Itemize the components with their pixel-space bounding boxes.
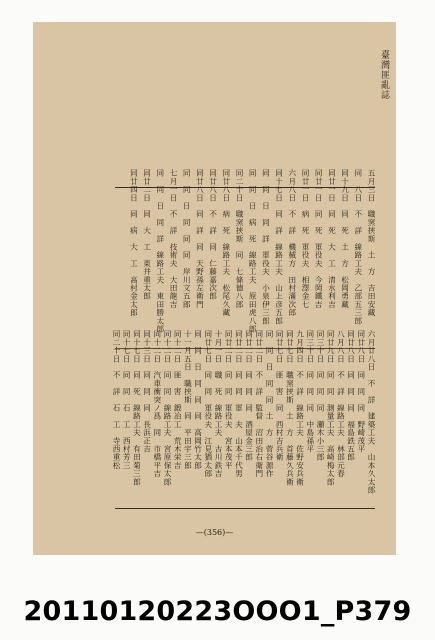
record-entry: 同廿二日 同 大 工 東井重太郎 xyxy=(142,169,152,301)
record-entry: 同廿七日 職窯挟斯 土 方 首藤久兵衛 xyxy=(285,330,295,486)
record-entry: 同十三日 同 同 同 長浜正吉 xyxy=(142,330,152,453)
page-title: 臺灣匪亂誌 xyxy=(379,50,389,100)
page-number: —(356)— xyxy=(195,528,234,537)
record-entry: 六月八日 不 詳 機械方 田村滿次郎 xyxy=(287,169,297,317)
record-entry: 九月四日 不 詳 線路工夫 佐野安兵衛 xyxy=(295,330,305,486)
record-entry: 七月一日 不 詳 技術夫 大田龍吉 xyxy=(169,169,178,309)
record-entry: 同廿八日 同 同 同 福島鉄五郎 xyxy=(346,330,356,462)
record-entry: 八月八日 不 詳 線路工夫 林部元春 xyxy=(336,330,346,478)
record-entry: 同廿八日 病 死 線路工夫 松尾久藏 xyxy=(221,169,231,317)
record-entry: 十一月五日 職挟斯 同 平田宇三郎 xyxy=(183,330,193,470)
record-entry: 同廿二日 同 同 同 酒屋金三郎 xyxy=(244,330,254,462)
record-entry: 十月一日 職 死 線路工夫 古川鉄吉 xyxy=(214,330,223,478)
record-entry: 同二十日 不 詳 石 工 寺西重松 xyxy=(112,330,121,470)
record-entry: 同廿八日 不 詳 同 仁藤嘉次郎 xyxy=(208,169,218,301)
record-entry: 同十二日 同 同 線路工夫 宮原保太郎 xyxy=(163,330,172,486)
record-entry: 同 同 日 同 詳 軍役夫 小泉伊三郎 xyxy=(261,169,271,325)
record-entry: 同 同 日 同 同 同 岸川文五郎 xyxy=(182,169,192,309)
record-entry: 同廿一日 病 死 軍役夫 相澤金七 xyxy=(301,169,310,309)
record-entry: 五月三日 職窯挟斯 土 方 吉田安藏 xyxy=(367,169,376,317)
record-entry: 同十二日 匪 害 鍛冶工 荒木栄吉 xyxy=(173,330,183,470)
record-entry: 六月廿八日 不 詳 建築工夫 山本久太郎 xyxy=(367,330,376,494)
record-entry: 同 同 日 病 死 線路工夫 原田虎八郎 xyxy=(248,169,258,333)
record-entry: 同十二日 汽車衝突ノ爲 同 市橋平吉 xyxy=(152,330,162,478)
image-caption: 20110120223OOO1_P379 xyxy=(23,596,412,627)
record-entry: 同廿二日 不 詳 監督 沼田治右衛門 xyxy=(254,330,264,478)
record-entry: 同 同 日 同 詳 線路工夫 東田勝太郎 xyxy=(155,169,165,333)
record-entry: 同 同 日 同 同 同 高岡竹太郎 xyxy=(193,330,203,470)
record-entry: 同十七日 同 死 線路工夫 有田菊三郎 xyxy=(132,330,142,486)
record-entry: 同廿二日 同 同 軍役夫 宮本茂平 xyxy=(224,330,234,470)
record-entry: 同 同 日 同 同 土 方 菅谷源作 xyxy=(265,330,274,478)
record-entry: 同廿一日 同 死 大 工 清水利吉 xyxy=(327,169,337,309)
record-entry: 同二十日 職窯挟斯 同 七條德八郎 xyxy=(235,169,244,309)
record-entry: 同廿九日 同 同 測量工夫 高崎梅太郎 xyxy=(326,330,336,486)
record-entry: 同廿八日 同 同 同 野崎茂平 xyxy=(356,330,366,453)
document-page xyxy=(33,22,396,555)
record-entry: 同廿二日 同 同 軍 夫 山本千代男 xyxy=(234,330,244,478)
record-entry: 同廿四日 同 病 大 工 高村金太郎 xyxy=(129,169,139,317)
record-entry: 同十九日 同 死 土 方 松岡勇藏 xyxy=(340,169,350,309)
record-entry: 同三十日 同 同 同 瀬木小三郎 xyxy=(316,330,325,462)
record-entry: 同廿一日 同 死 軍役夫 今岡鐵吉 xyxy=(314,169,324,309)
record-entry: 同三十日 同 同 同 中島孫平 xyxy=(305,330,315,453)
record-entry: 同十七日 同 詳 線路工夫 山上彦五郎 xyxy=(274,169,284,325)
record-entry: 同十七日 同 同 石 工 西村芳三 xyxy=(122,330,132,470)
record-entry: 同廿七日 同 同 軍役夫 江見猶太郎 xyxy=(203,330,213,478)
record-entry: 同廿七日 匪 害 同 西村吉兵衛 xyxy=(275,330,285,462)
record-entry: 同廿八日 同 詳 同 天野孫左衛門 xyxy=(195,169,205,309)
record-entry: 同 八日 不 詳 線路工夫 乙部五三郎 xyxy=(353,169,363,325)
